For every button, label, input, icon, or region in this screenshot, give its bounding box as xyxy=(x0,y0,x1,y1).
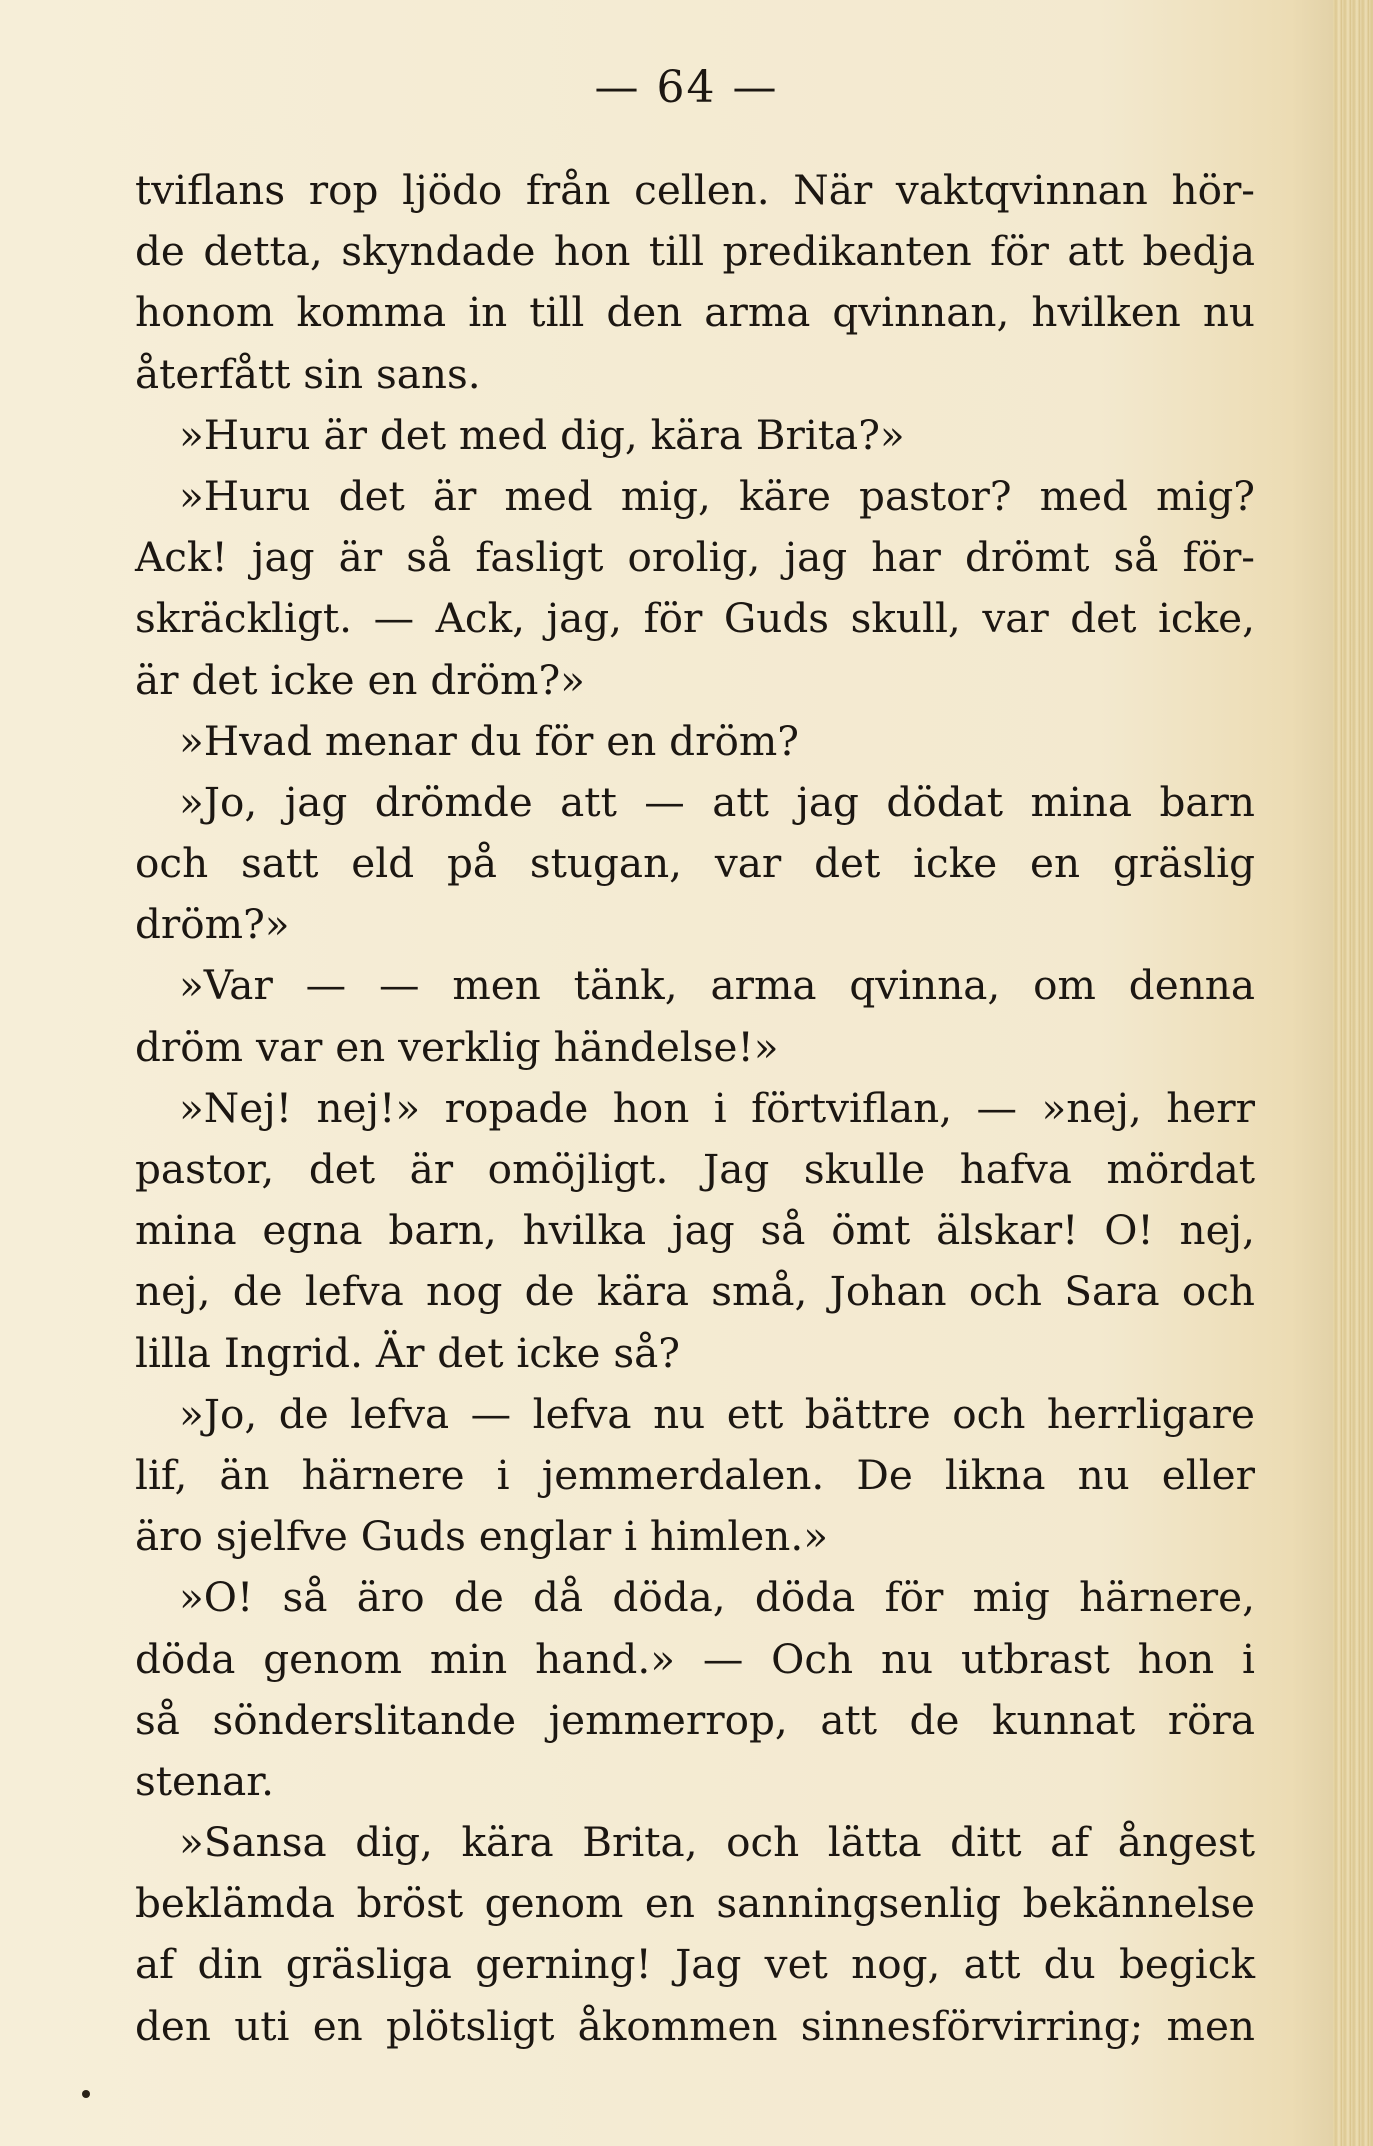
text-line: dröm?» xyxy=(135,900,290,949)
text-line: pastor, det är omöjligt. Jag skulle hafva mördat xyxy=(135,1145,1255,1193)
text-line: »Jo, de lefva — lefva nu ett bättre och herrligare xyxy=(179,1389,1255,1438)
text-line: »O! så äro de då döda, döda för mig härnere, xyxy=(179,1573,1255,1622)
text-line: stenar. xyxy=(135,1756,275,1805)
text-line: de detta, skyndade hon till predikanten för att bedja xyxy=(135,227,1255,276)
body-text xyxy=(135,160,1255,2057)
text-line: är det icke en dröm?» xyxy=(135,655,585,704)
text-line: och satt eld på stugan, var det icke en gräslig xyxy=(135,839,1255,888)
text-line: lilla Ingrid. Är det icke så? xyxy=(135,1328,681,1377)
text-line: återfått sin sans. xyxy=(135,349,481,398)
text-line: den uti en plötsligt åkommen sinnesförvirring; men xyxy=(135,2001,1255,2050)
text-line: döda genom min hand.» — Och nu utbrast hon i xyxy=(135,1634,1255,1683)
text-line: »Huru det är med mig, käre pastor? med mig? xyxy=(179,471,1255,520)
text-line: äro sjelfve Guds englar i himlen.» xyxy=(135,1512,828,1561)
text-line: »Hvad menar du för en dröm? xyxy=(179,716,799,765)
text-line: mina egna barn, hvilka jag så ömt älskar! O! nej, xyxy=(135,1206,1255,1255)
text-line: Ack! jag är så fasligt orolig, jag har drömt så för- xyxy=(135,533,1255,582)
text-line: »Jo, jag drömde att — att jag dödat mina barn xyxy=(179,777,1255,826)
text-line: »Var — — men tänk, arma qvinna, om denna xyxy=(179,961,1255,1010)
text-line: »Nej! nej!» ropade hon i förtviflan, — »nej, herr xyxy=(179,1083,1255,1132)
text-line: skräckligt. — Ack, jag, för Guds skull, var det icke, xyxy=(135,594,1255,643)
text-line: lif, än härnere i jemmerdalen. De likna nu eller xyxy=(135,1450,1255,1499)
text-line: så sönderslitande jemmerrop, att de kunnat röra xyxy=(135,1695,1255,1744)
text-line: af din gräsliga gerning! Jag vet nog, att du begick xyxy=(135,1940,1255,1989)
text-line: dröm var en verklig händelse!» xyxy=(135,1022,779,1071)
text-line: »Sansa dig, kära Brita, och lätta ditt af ångest xyxy=(179,1818,1255,1867)
text-line: tviflans rop ljödo från cellen. När vaktqvinnan hör- xyxy=(135,166,1255,214)
text-line: nej, de lefva nog de kära små, Johan och Sara och xyxy=(135,1267,1255,1316)
ink-dot xyxy=(82,2090,90,2098)
text-line: beklämda bröst genom en sanningsenlig bekännelse xyxy=(135,1879,1255,1928)
text-line: »Huru är det med dig, kära Brita?» xyxy=(179,410,905,459)
page-edge xyxy=(1333,0,1373,2146)
text-line: honom komma in till den arma qvinnan, hvilken nu xyxy=(135,288,1255,337)
page-number: — 64 — xyxy=(594,62,779,113)
